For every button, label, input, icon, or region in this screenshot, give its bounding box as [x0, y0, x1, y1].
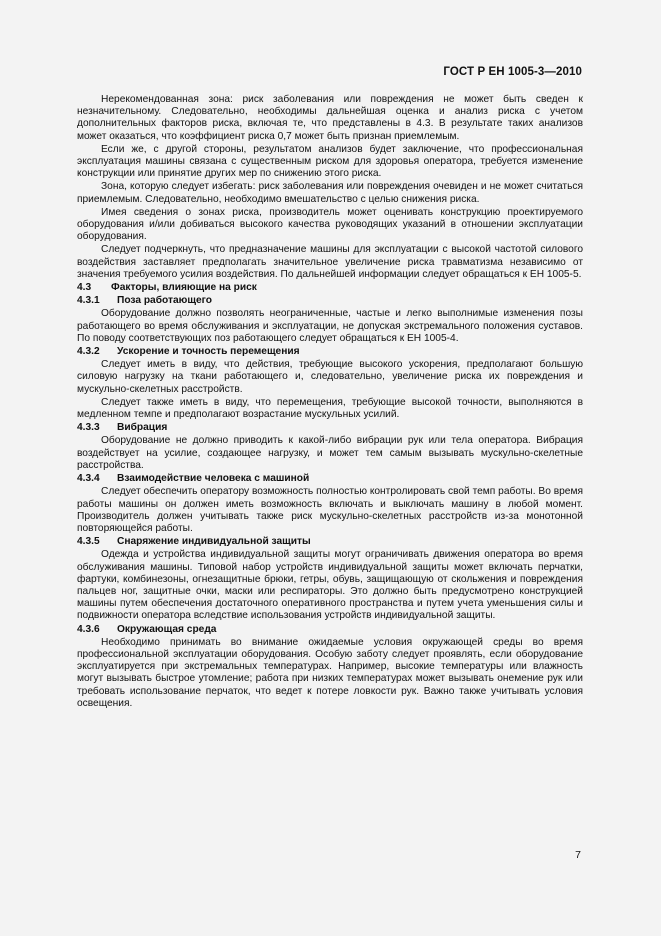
subsection-title: Снаряжение индивидуальной защиты	[117, 536, 311, 548]
paragraph: Если же, с другой стороны, результатом анализов будет заключение, что профессиональная эксплуатация машины связана с существенным риском для здоровья оператора, требуется изменение конструкции или принятие других мер по снижению этого риска.	[77, 143, 583, 180]
subsection-heading	[77, 624, 583, 636]
document-body	[77, 94, 583, 710]
section-number: 4.3	[77, 282, 92, 294]
paragraph: Зона, которую следует избегать: риск заболевания или повреждения очевиден и не может считаться приемлемым. Следовательно, необходимо вмешательство с целью снижения риска.	[77, 181, 583, 205]
paragraph: Следует обеспечить оператору возможность полностью контролировать свой темп работы. Во время работы машины он должен иметь возможность включать и выключать машину в любой момент. Производитель должен учитывать также риск мускульно-скелетных расстройств из-за монотонной повторяющейся работы.	[77, 486, 583, 534]
paragraph: Оборудование не должно приводить к какой-либо вибрации рук или тела оператора. Вибрация воздействует на усилие, создающее нагрузку, и может тем самым вызывать мускульно-скелетные расстройства.	[77, 435, 583, 471]
subsection-number: 4.3.3	[77, 422, 100, 434]
paragraph: Необходимо принимать во внимание ожидаемые условия окружающей среды во время профессиональной эксплуатации оборудования. Особую заботу следует проявлять, если оборудование эксплуатируется при экстремальных температурах. Например, высокие температуры или влажность могут вызывать быстрое утомление; работа при низких температурах может вызывать онемение рук или требовать использование перчаток, что ведет к потере ловкости рук. Важно также учитывать условия освещения.	[77, 636, 583, 709]
paragraph: Следует также иметь в виду, что перемещения, требующие высокой точности, выполняются в медленном темпе и предполагают возрастание мускульных усилий.	[77, 396, 583, 421]
subsection-title: Поза работающего	[117, 295, 212, 307]
subsection-number: 4.3.4	[77, 473, 100, 485]
paragraph: Одежда и устройства индивидуальной защиты могут ограничивать движения оператора во время обслуживания машины. Типовой набор устройств индивидуальной защиты может включать перчатки, фартуки, комбинезоны, огнезащитные брюки, гетры, обувь, защищающую от скольжения и повреждения пальцев ног, защитные очки, маски или респираторы. Это должно быть предусмотрено конструкцией машины путем обеспечения достаточного оперативного пространства и путем учета уменьшения силы и подвижности оператора вследствие использования устройств индивидуальной защиты.	[77, 549, 583, 622]
subsection-title: Ускорение и точность перемещения	[117, 346, 300, 358]
subsection-number: 4.3.1	[77, 295, 100, 307]
standard-code-header: ГОСТ Р ЕН 1005-3—2010	[443, 66, 582, 78]
paragraph: Следует иметь в виду, что действия, требующие высокого ускорения, предполагают большую силовую нагрузку на ткани работающего и, следовательно, увеличение риска их повреждения и мускульно-скелетных расстройств.	[77, 359, 583, 395]
section-title: Факторы, влияющие на риск	[111, 282, 257, 294]
subsection-heading	[77, 422, 583, 434]
subsection-heading	[77, 346, 583, 358]
subsection-title: Вибрация	[117, 422, 168, 434]
subsection-heading	[77, 536, 583, 548]
subsection-heading	[77, 295, 583, 307]
subsection-number: 4.3.6	[77, 623, 100, 635]
paragraph: Оборудование должно позволять неограниченные, частые и легко выполнимые изменения позы работающего во время обслуживания и эксплуатации, не допуская экстремального положения суставов. По поводу соответствующих поз работающего следует обращаться к ЕН 1005-4.	[77, 308, 583, 344]
subsection-title: Окружающая среда	[117, 623, 217, 635]
paragraph: Следует подчеркнуть, что предназначение машины для эксплуатации с высокой частотой силового воздействия заставляет предполагать значительное увеличение риска травматизма независимо от значения требуемого усилия воздействия. По дальнейшей информации следует обращаться к ЕН 1005-5.	[77, 244, 583, 280]
paragraph: Нерекомендованная зона: риск заболевания или повреждения не может быть сведен к незначительному. Следовательно, необходимы дальнейшая оценка и анализ риска с учетом дополнительных факторов риска, включая те, что представлены в 4.3. В результате таких анализов может оказаться, что коэффициент риска 0,7 может быть признан приемлемым.	[77, 94, 583, 142]
subsection-title: Взаимодействие человека с машиной	[117, 473, 310, 485]
section-heading	[77, 282, 583, 294]
subsection-number: 4.3.2	[77, 346, 100, 358]
paragraph: Имея сведения о зонах риска, производитель может оценивать конструкцию проектируемого оборудования и/или добиваться высокого качества руководящих указаний в отношении эксплуатации оборудования.	[77, 206, 583, 243]
subsection-number: 4.3.5	[77, 536, 100, 548]
page-number: 7	[575, 849, 581, 861]
subsection-heading	[77, 473, 583, 485]
